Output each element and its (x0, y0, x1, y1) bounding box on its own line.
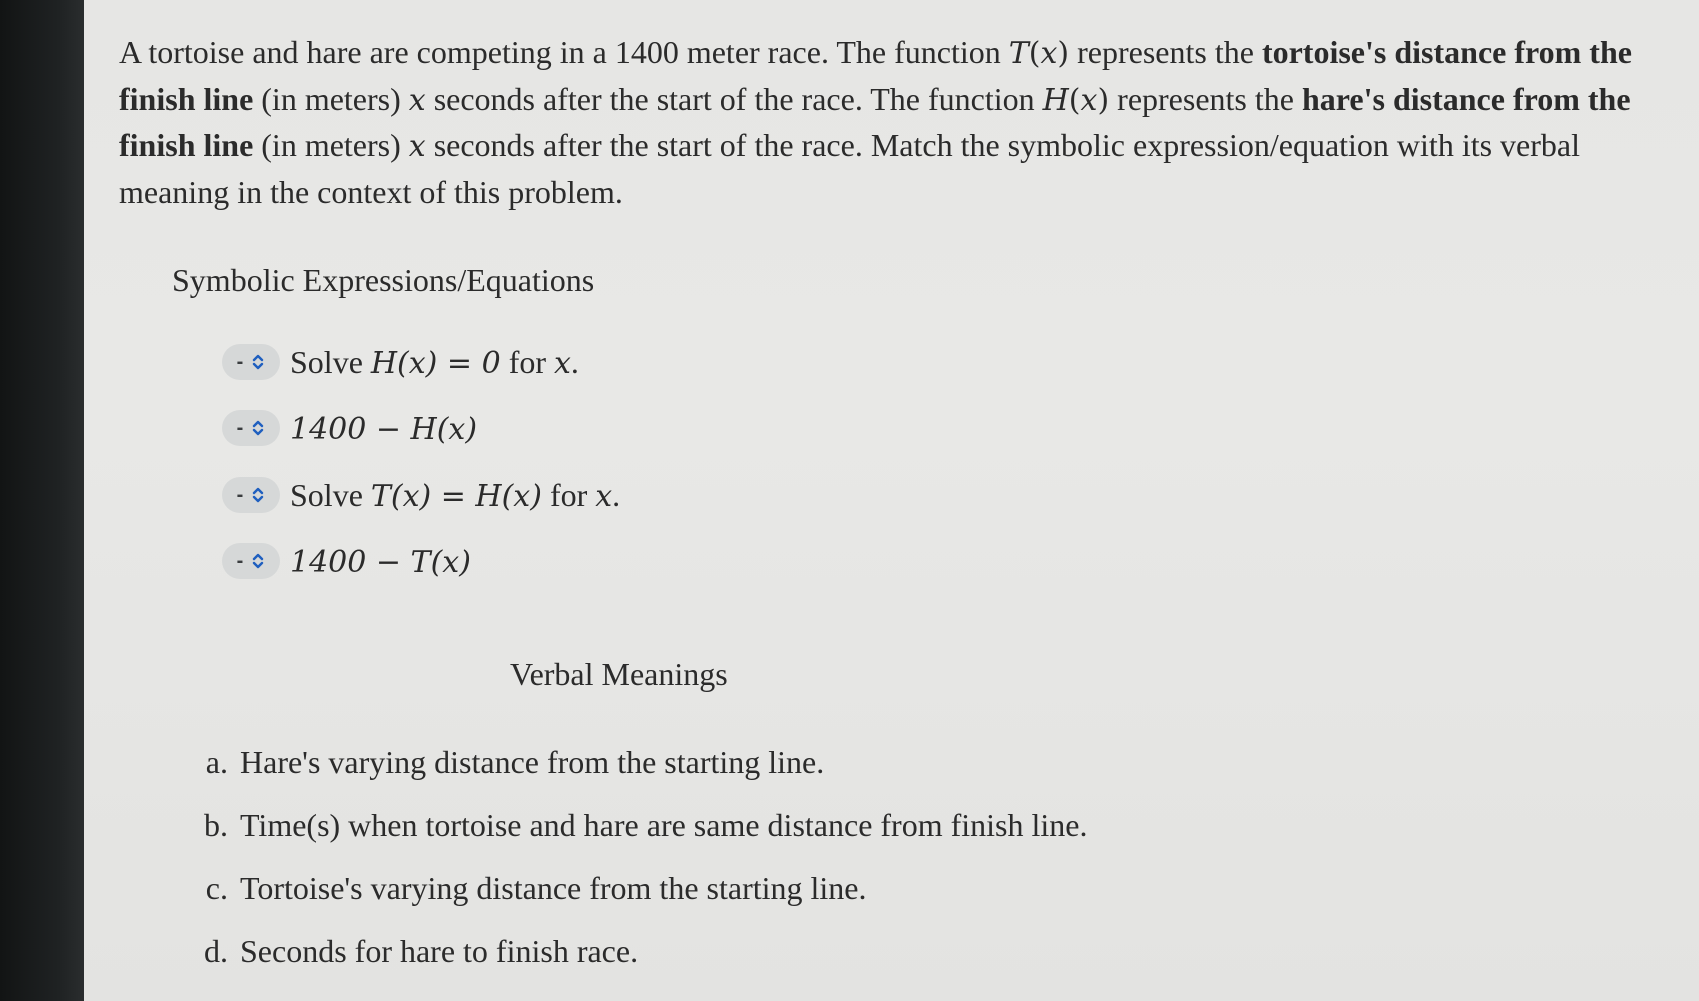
problem-text: seconds after the start of the race. The function (425, 80, 1043, 117)
item-text: Time(s) when tortoise and hare are same distance from finish line. (240, 807, 1088, 843)
hare-function: H(x) (1042, 82, 1110, 118)
item-text: Tortoise's varying distance from the starting line. (240, 870, 867, 906)
match-row-3 (222, 475, 620, 515)
problem-bold-text: tortoise's distance from the finish line (119, 34, 1632, 117)
expression-2: 1400 − H(x) (290, 411, 478, 447)
problem-text: (in meters) (253, 127, 409, 163)
tortoise-function: T(x) (1008, 36, 1070, 71)
expression-1: Solve H(x) = 0 for x. (290, 343, 579, 381)
item-letter: d. (204, 933, 228, 969)
chevron-up-down-icon (251, 352, 265, 372)
match-row-1 (222, 342, 579, 382)
problem-text: represents the (1109, 80, 1302, 117)
list-item (184, 807, 1087, 870)
expression-3: Solve T(x) = H(x) for x. (290, 476, 621, 514)
problem-text: A tortoise and hare are competing in a 1400 meter race. The function (119, 34, 1009, 70)
item-letter: b. (204, 807, 228, 843)
variable-x: x (408, 82, 426, 118)
chevron-up-down-icon (251, 485, 265, 505)
answer-select-1[interactable] (222, 344, 280, 380)
chevron-up-down-icon (251, 551, 265, 571)
chevron-up-down-icon (251, 418, 265, 438)
variable-x: x (408, 129, 426, 164)
item-letter: a. (205, 744, 228, 780)
answer-select-3[interactable] (222, 477, 280, 513)
select-value: - (236, 549, 244, 572)
verbal-meanings-list (184, 744, 1087, 996)
monitor-bezel (0, 0, 84, 1001)
select-value: - (236, 350, 244, 373)
expression-4: 1400 − T(x) (290, 544, 471, 580)
item-text: Seconds for hare to finish race. (240, 933, 639, 969)
select-value: - (236, 483, 244, 506)
list-item (184, 933, 1087, 996)
verbal-heading: Verbal Meanings (510, 656, 728, 692)
match-row-4 (222, 541, 471, 581)
answer-select-4[interactable] (222, 543, 280, 579)
answer-select-2[interactable] (222, 410, 280, 446)
question-page (84, 0, 1699, 1001)
problem-text: (in meters) (253, 80, 409, 117)
list-item (184, 870, 1087, 933)
list-item (184, 744, 1087, 807)
item-text: Hare's varying distance from the starting line. (240, 744, 825, 780)
symbolic-heading: Symbolic Expressions/Equations (172, 262, 595, 298)
select-value: - (236, 416, 244, 439)
item-letter: c. (205, 870, 228, 906)
problem-text: seconds after the start of the race. Match the symbolic expression/equation with its verbal meaning in the context of this problem. (119, 127, 1580, 210)
problem-statement (119, 30, 1679, 214)
problem-bold-text: hare's distance from the finish line (119, 80, 1631, 163)
match-row-2 (222, 408, 477, 448)
problem-text: represents the (1069, 34, 1262, 70)
